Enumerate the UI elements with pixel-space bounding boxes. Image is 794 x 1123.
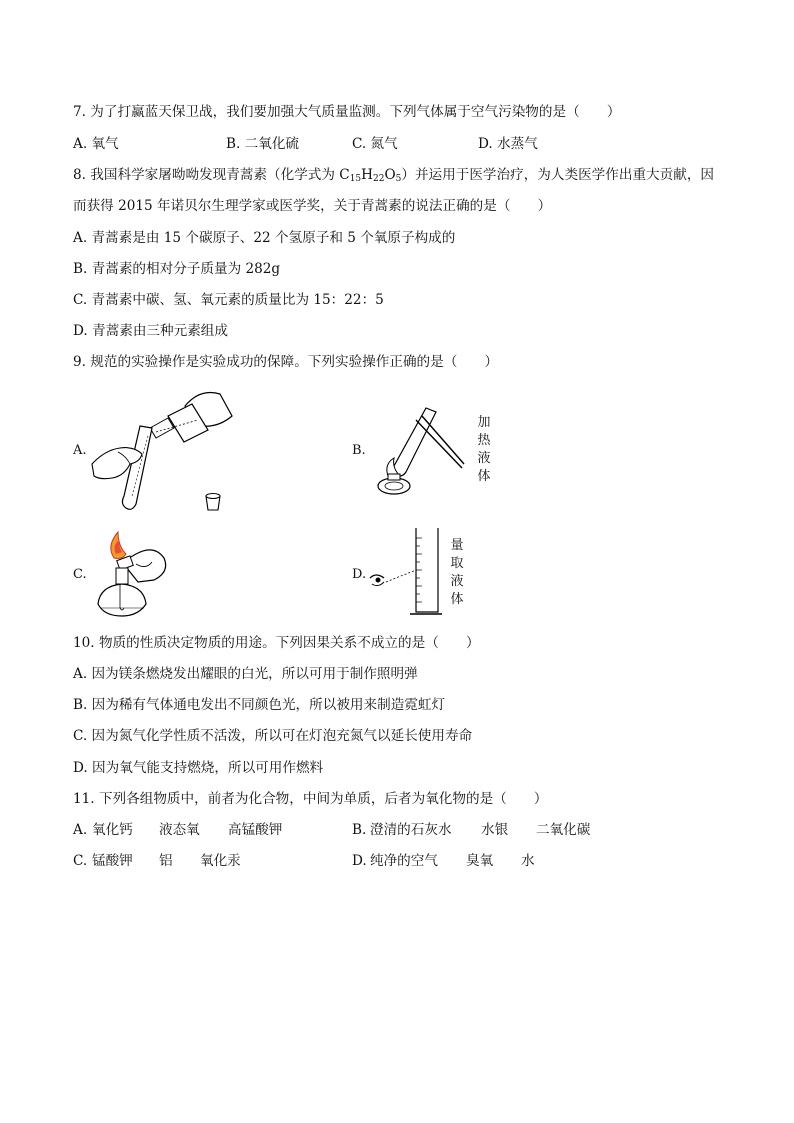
q11-option-b-item2: 水银 <box>481 822 509 838</box>
q11-option-c-item1: 锰酸钾 <box>92 853 133 869</box>
q8-stem-line1: 8. 我国科学家屠呦呦发现青蒿素（化学式为 $C_{15}H_{22}O_5$）并运用于医学治疗，为人类医学作出重大贡献，因 <box>73 167 715 184</box>
q11-option-c-letter: C. <box>73 853 88 869</box>
q10-option-b: B. 因为稀有气体通电发出不同颜色光，所以被用来制造霓虹灯 <box>73 697 446 713</box>
q11-option-d-item3: 水 <box>521 853 535 869</box>
heating-liquid-figure <box>366 402 466 498</box>
q11-option-a-item3: 高锰酸钾 <box>228 822 283 838</box>
q9-label-b: B. <box>352 443 366 458</box>
pouring-liquid-figure <box>90 386 240 514</box>
q8-option-a: A. 青蒿素是由 15 个碳原子、22 个氢原子和 5 个氧原子构成的 <box>73 230 456 246</box>
q9-label-d: D. <box>352 567 367 582</box>
q7-option-a: A. 氧气 <box>73 136 119 152</box>
q11-option-d-item1: 纯净的空气 <box>370 853 438 869</box>
q8-stem-line2: 而获得 2015 年诺贝尔生理学家或医学奖，关于青蒿素的说法正确的是（ ） <box>73 198 552 214</box>
q11-option-b-item1: 澄清的石灰水 <box>370 822 452 838</box>
q11-option-c-item3: 氧化汞 <box>200 853 241 869</box>
q9-d-caption: 量 取 液 体 <box>450 538 464 607</box>
q11-option-a-letter: A. <box>73 822 88 838</box>
q8-option-c: C. 青蒿素中碳、氢、氧元素的质量比为 15：22：5 <box>73 292 384 308</box>
q10-option-d: D. 因为氧气能支持燃烧，所以可用作燃料 <box>73 760 324 776</box>
q11-option-c-item2: 铝 <box>159 853 173 869</box>
q11-option-a-item2: 液态氧 <box>159 822 200 838</box>
q10-stem: 10. 物质的性质决定物质的用途。下列因果关系不成立的是（ ） <box>73 635 480 651</box>
q7-option-d: D. 水蒸气 <box>478 136 538 152</box>
q9-label-c: C. <box>73 567 87 582</box>
q8-option-b: B. 青蒿素的相对分子质量为 282g <box>73 261 281 277</box>
q9-stem: 9. 规范的实验操作是实验成功的保障。下列实验操作正确的是（ ） <box>73 354 499 370</box>
q11-option-b-item3: 二氧化碳 <box>536 822 591 838</box>
lamp-to-lamp-figure <box>92 528 182 622</box>
q8-option-d: D. 青蒿素由三种元素组成 <box>73 323 228 339</box>
q11-stem: 11. 下列各组物质中，前者为化合物，中间为单质，后者为氧化物的是（ ） <box>73 791 548 807</box>
q11-option-d-letter: D. <box>352 853 367 869</box>
q9-b-caption: 加 热 液 体 <box>477 415 491 484</box>
q10-option-a: A. 因为镁条燃烧发出耀眼的白光，所以可用于制作照明弹 <box>73 666 418 682</box>
q10-option-c: C. 因为氮气化学性质不活泼，所以可在灯泡充氮气以延长使用寿命 <box>73 728 473 744</box>
q7-option-b: B. 二氧化硫 <box>226 136 300 152</box>
q9-label-a: A. <box>73 443 87 458</box>
q7-stem: 7. 为了打赢蓝天保卫战，我们要加强大气质量监测。下列气体属于空气污染物的是（ ） <box>73 104 621 120</box>
q11-option-d-item2: 臭氧 <box>466 853 494 869</box>
q11-option-b-letter: B. <box>352 822 367 838</box>
measuring-cylinder-figure <box>366 526 444 622</box>
q7-option-c: C. 氮气 <box>352 136 398 152</box>
q11-option-a-item1: 氧化钙 <box>92 822 133 838</box>
